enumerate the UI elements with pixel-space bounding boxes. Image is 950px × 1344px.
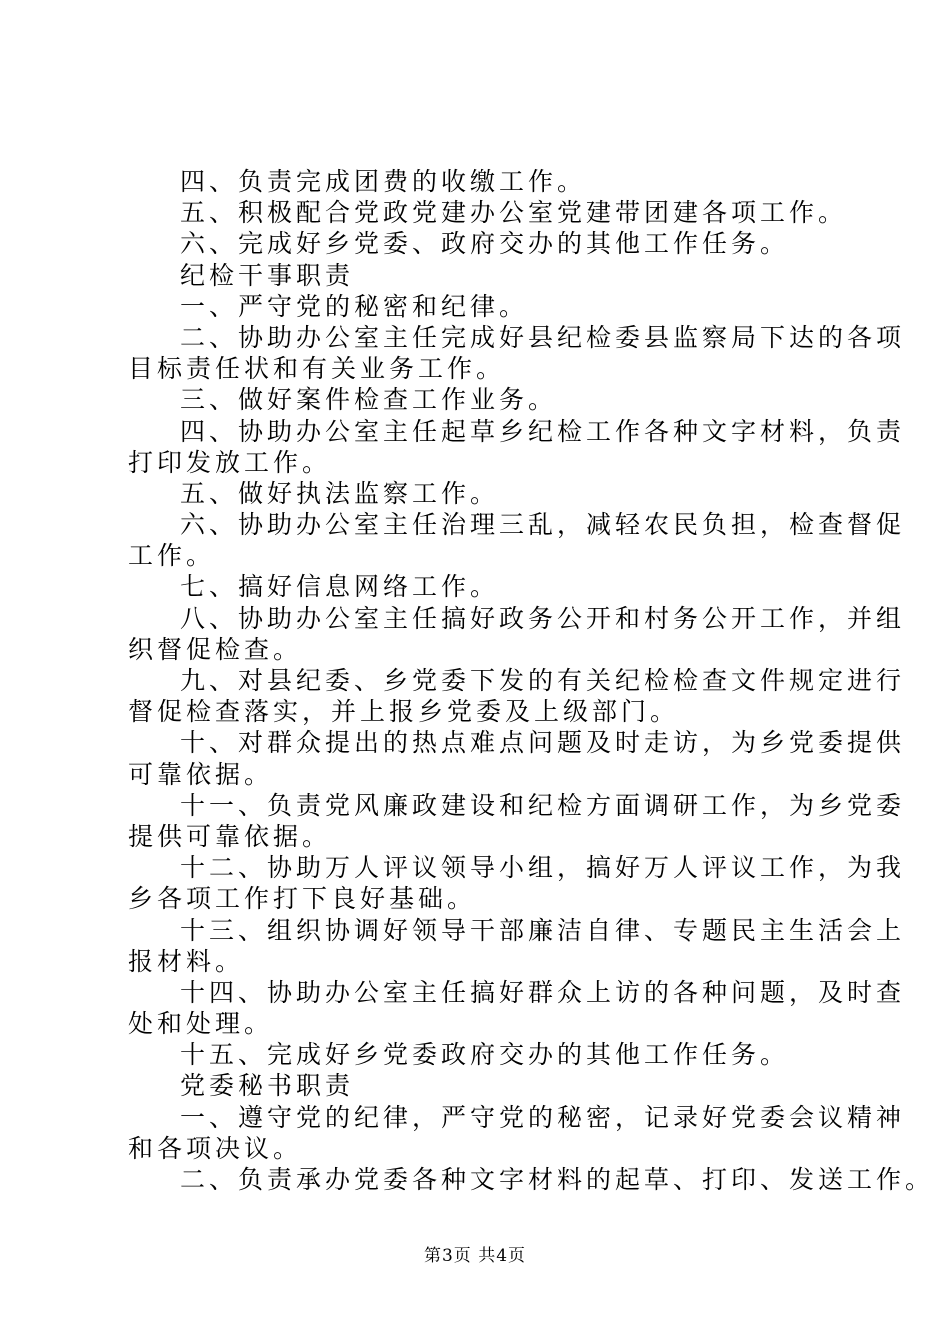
paragraph-line: 六、协助办公室主任治理三乱，减轻农民负担，检查督促 <box>180 510 906 540</box>
paragraph-line: 五、积极配合党政党建办公室党建带团建各项工作。 <box>180 198 848 228</box>
section-heading: 纪检干事职责 <box>180 260 355 290</box>
paragraph-line: 十、对群众提出的热点难点问题及时走访，为乡党委提供 <box>180 728 906 758</box>
paragraph-line: 二、协助办公室主任完成好县纪检委县监察局下达的各项 <box>180 322 906 352</box>
paragraph-continuation-line: 督促检查落实，并上报乡党委及上级部门。 <box>128 697 680 727</box>
paragraph-continuation-line: 乡各项工作打下良好基础。 <box>128 884 477 914</box>
paragraph-line: 十五、完成好乡党委政府交办的其他工作任务。 <box>180 1040 790 1070</box>
document-body <box>128 166 935 1195</box>
paragraph-continuation-line: 报材料。 <box>128 946 245 976</box>
paragraph-continuation-line: 和各项决议。 <box>128 1133 303 1163</box>
paragraph-line: 九、对县纪委、乡党委下发的有关纪检检查文件规定进行 <box>180 666 906 695</box>
page-number-footer: 第3页 共4页 <box>423 1246 527 1266</box>
paragraph-line: 十三、组织协调好领导干部廉洁自律、专题民主生活会上 <box>180 915 906 945</box>
paragraph-line: 五、做好执法监察工作。 <box>180 478 500 508</box>
paragraph-line: 六、完成好乡党委、政府交办的其他工作任务。 <box>180 229 790 259</box>
paragraph-line: 七、搞好信息网络工作。 <box>180 572 500 602</box>
paragraph-continuation-line: 打印发放工作。 <box>128 447 332 477</box>
paragraph-continuation-line: 目标责任状和有关业务工作。 <box>128 354 506 384</box>
paragraph-continuation-line: 织督促检查。 <box>128 634 303 664</box>
paragraph-line: 一、遵守党的纪律，严守党的秘密，记录好党委会议精神 <box>180 1102 906 1132</box>
paragraph-line: 四、协助办公室主任起草乡纪检工作各种文字材料，负责 <box>180 416 906 446</box>
paragraph-line: 十二、协助万人评议领导小组，搞好万人评议工作，为我 <box>180 853 906 883</box>
paragraph-line: 一、严守党的秘密和纪律。 <box>180 291 529 321</box>
paragraph-continuation-line: 工作。 <box>128 541 216 571</box>
paragraph-line: 八、协助办公室主任搞好政务公开和村务公开工作，并组 <box>180 603 906 633</box>
paragraph-line: 二、负责承办党委各种文字材料的起草、打印、发送工作。 <box>180 1165 935 1194</box>
paragraph-line: 十一、负责党风廉政建设和纪检方面调研工作，为乡党委 <box>180 790 906 820</box>
paragraph-continuation-line: 可靠依据。 <box>128 759 274 789</box>
paragraph-line: 四、负责完成团费的收缴工作。 <box>180 167 587 196</box>
paragraph-continuation-line: 提供可靠依据。 <box>128 821 332 851</box>
paragraph-continuation-line: 处和处理。 <box>128 1009 274 1039</box>
paragraph-line: 三、做好案件检查工作业务。 <box>180 385 558 415</box>
paragraph-line: 十四、协助办公室主任搞好群众上访的各种问题，及时查 <box>180 977 906 1007</box>
section-heading: 党委秘书职责 <box>180 1071 355 1101</box>
